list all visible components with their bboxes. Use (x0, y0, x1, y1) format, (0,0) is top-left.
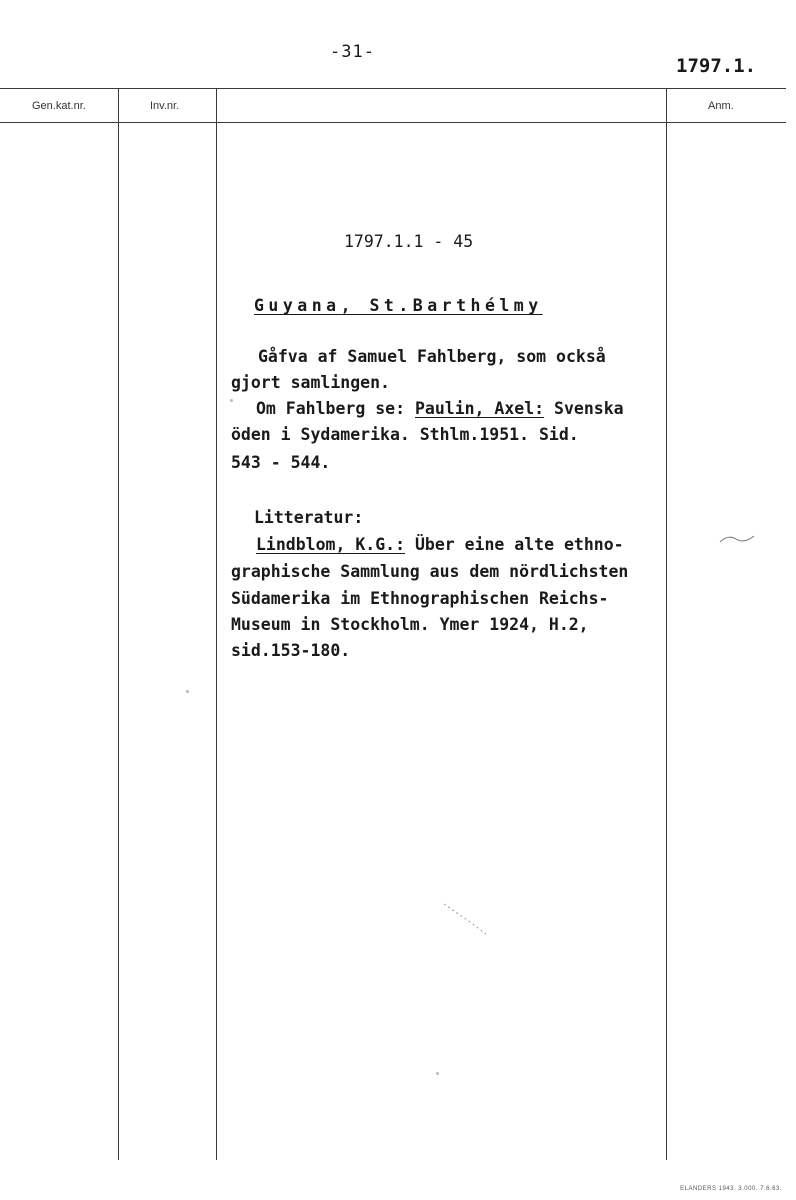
ink-dot (230, 399, 233, 402)
speckle-mark (440, 900, 500, 940)
gift-line-2: gjort samlingen. (231, 373, 390, 392)
entry-title: Guyana, St.Barthélmy (254, 296, 543, 315)
ink-dot (186, 690, 189, 693)
about-reference: Paulin, Axel: (414, 399, 545, 418)
ink-dot (436, 1072, 439, 1075)
literature-line-3: Südamerika im Ethnographischen Reichs- (231, 589, 609, 608)
column-header-inv-nr: Inv.nr. (150, 100, 180, 112)
literature-heading: Litteratur: (254, 508, 364, 527)
pencil-mark (718, 530, 758, 546)
about-line-3: 543 - 544. (231, 453, 331, 472)
entry-range: 1797.1.1 - 45 (344, 232, 474, 251)
literature-author: Lindblom, K.G.: (256, 535, 406, 554)
literature-line-1 (256, 535, 624, 554)
about-line-2: öden i Sydamerika. Sthlm.1951. Sid. (231, 425, 579, 444)
column-divider-1 (118, 88, 119, 1160)
printer-imprint: ELANDERS 1943. 3.000. 7.6.63. (680, 1186, 782, 1192)
literature-title-start: Über eine alte ethno- (414, 535, 624, 554)
gift-line-1: Gåfva af Samuel Fahlberg, som också (258, 347, 606, 366)
literature-line-4: Museum in Stockholm. Ymer 1924, H.2, (231, 615, 589, 634)
about-line-1 (256, 399, 624, 418)
about-suffix: Svenska (554, 399, 624, 418)
column-divider-2 (216, 88, 217, 1160)
literature-line-2: graphische Sammlung aus dem nördlichsten (231, 562, 629, 581)
column-header-anm: Anm. (708, 100, 734, 112)
column-header-gen-kat-nr: Gen.kat.nr. (32, 100, 86, 112)
column-divider-3 (666, 88, 667, 1160)
page-number: -31- (330, 42, 375, 62)
literature-line-5: sid.153-180. (231, 641, 351, 660)
about-prefix: Om Fahlberg se: (256, 399, 406, 418)
catalog-number: 1797.1. (676, 55, 757, 77)
